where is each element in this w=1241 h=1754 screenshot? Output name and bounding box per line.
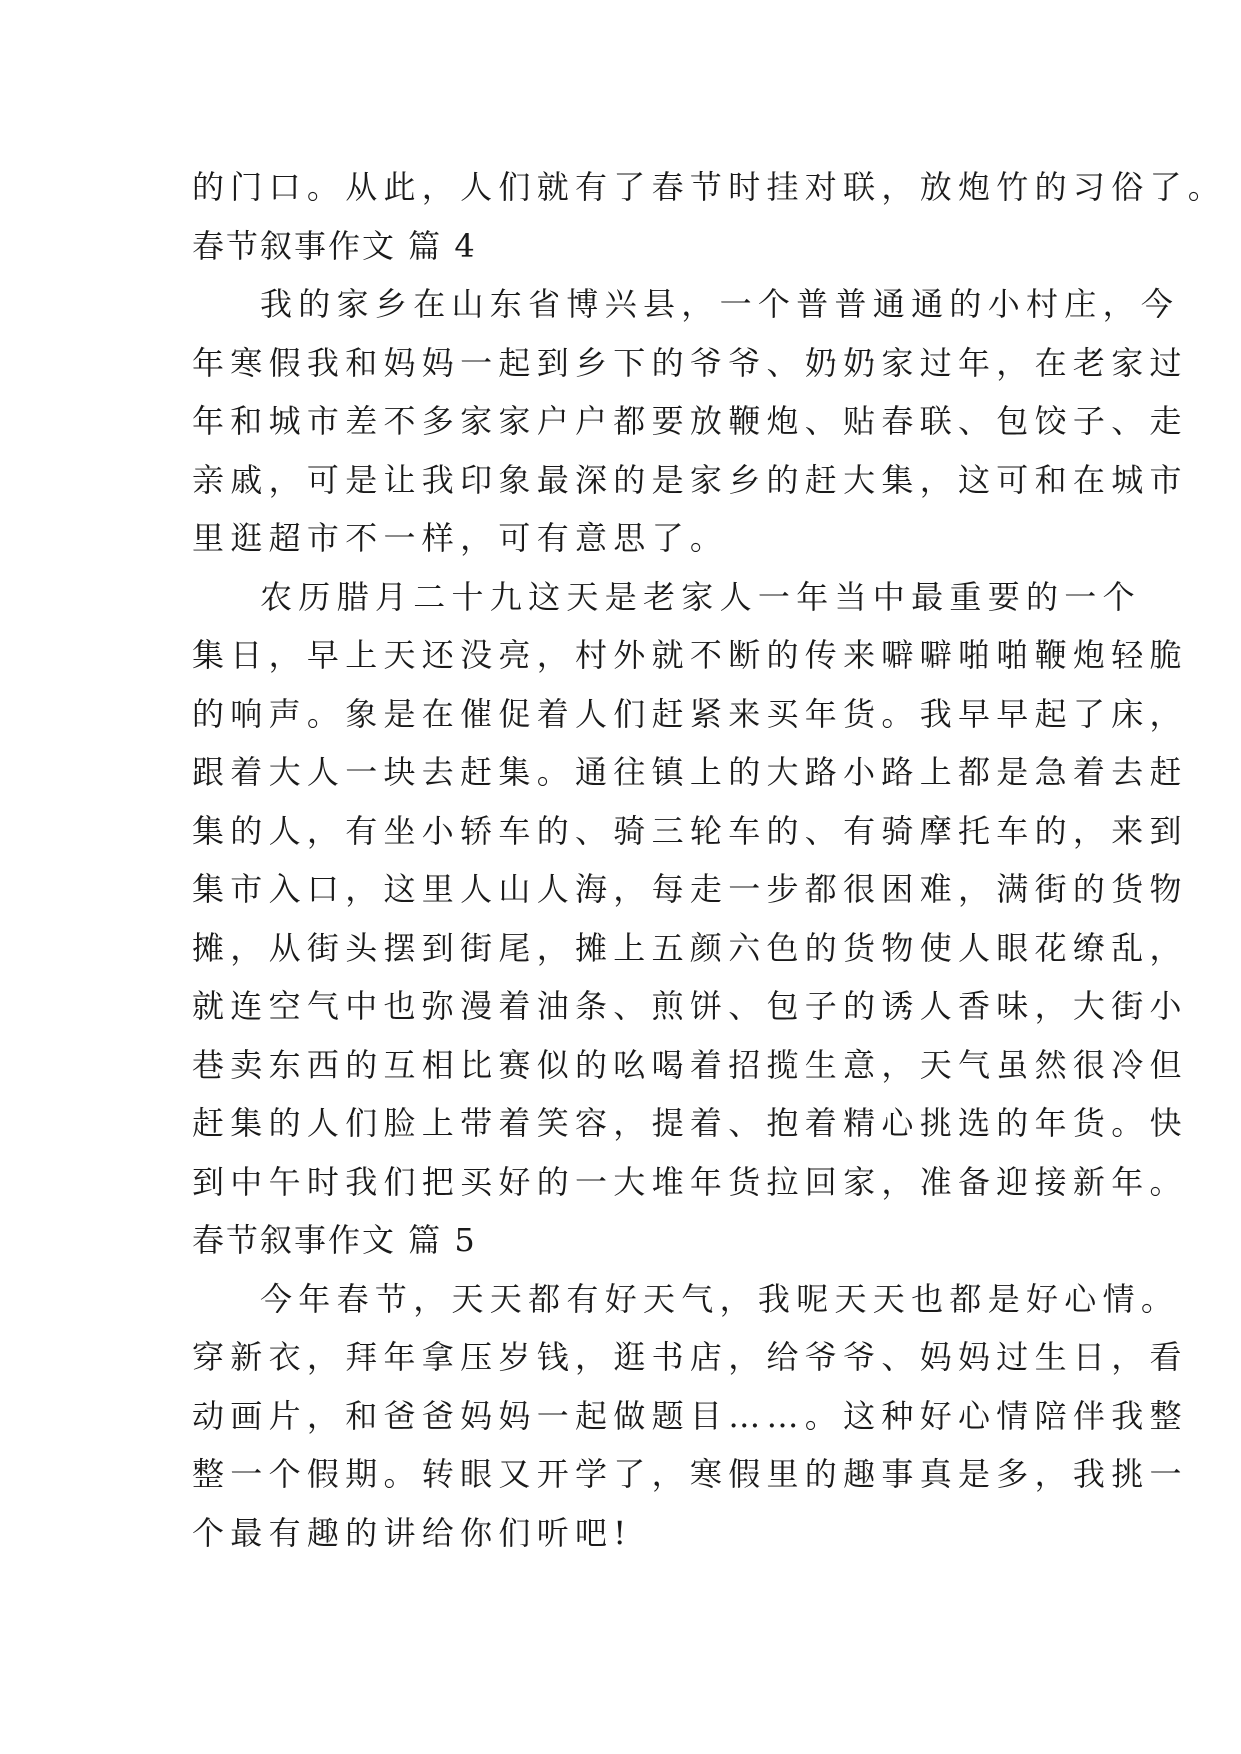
text-line: 年和城市差不多家家户户都要放鞭炮、贴春联、包饺子、走 — [192, 402, 1188, 440]
text-line: 亲戚，可是让我印象最深的是家乡的赶大集，这可和在城市 — [192, 460, 1188, 499]
text-line: 就连空气中也弥漫着油条、煎饼、包子的诱人香味，大街小 — [192, 987, 1188, 1025]
article-text — [192, 158, 1227, 1562]
text-line: 集市入口，这里人山人海，每走一步都很困难，满街的货物 — [192, 870, 1188, 908]
text-line: 赶集的人们脸上带着笑容，提着、抱着精心挑选的年货。快 — [192, 1104, 1188, 1142]
section-heading: 春节叙事作文 篇 4 — [192, 226, 477, 265]
text-line: 个最有趣的讲给你们听吧! — [192, 1513, 633, 1552]
text-line: 到中午时我们把买好的一大堆年货拉回家，准备迎接新年。 — [192, 1162, 1188, 1201]
text-line: 集日，早上天还没亮，村外就不断的传来噼噼啪啪鞭炮轻脆 — [192, 636, 1188, 674]
text-line: 的门口。从此，人们就有了春节时挂对联，放炮竹的习俗了。 — [192, 168, 1227, 206]
text-line: 集的人，有坐小轿车的、骑三轮车的、有骑摩托车的，来到 — [192, 811, 1188, 850]
text-line: 整一个假期。转眼又开学了，寒假里的趣事真是多，我挑一 — [192, 1455, 1188, 1493]
text-line: 跟着大人一块去赶集。通往镇上的大路小路上都是急着去赶 — [192, 753, 1188, 791]
text-line: 巷卖东西的互相比赛似的吆喝着招揽生意，天气虽然很冷但 — [192, 1045, 1188, 1084]
text-line: 里逛超市不一样，可有意思了。 — [192, 519, 729, 557]
text-line: 年寒假我和妈妈一起到乡下的爷爷、奶奶家过年，在老家过 — [192, 343, 1188, 382]
paragraph-first-line: 农历腊月二十九这天是老家人一年当中最重要的一个 — [260, 577, 1141, 616]
text-line: 动画片，和爸爸妈妈一起做题目……。这种好心情陪伴我整 — [192, 1396, 1188, 1435]
section-heading: 春节叙事作文 篇 5 — [192, 1221, 477, 1259]
text-line: 穿新衣，拜年拿压岁钱，逛书店，给爷爷、妈妈过生日，看 — [192, 1338, 1188, 1376]
paragraph-first-line: 今年春节，天天都有好天气，我呢天天也都是好心情。 — [260, 1279, 1180, 1318]
text-line: 的响声。象是在催促着人们赶紧来买年货。我早早起了床， — [192, 694, 1188, 733]
text-line: 摊，从街头摆到街尾，摊上五颜六色的货物使人眼花缭乱， — [192, 928, 1188, 967]
paragraph-first-line: 我的家乡在山东省博兴县，一个普普通通的小村庄，今 — [260, 285, 1180, 323]
